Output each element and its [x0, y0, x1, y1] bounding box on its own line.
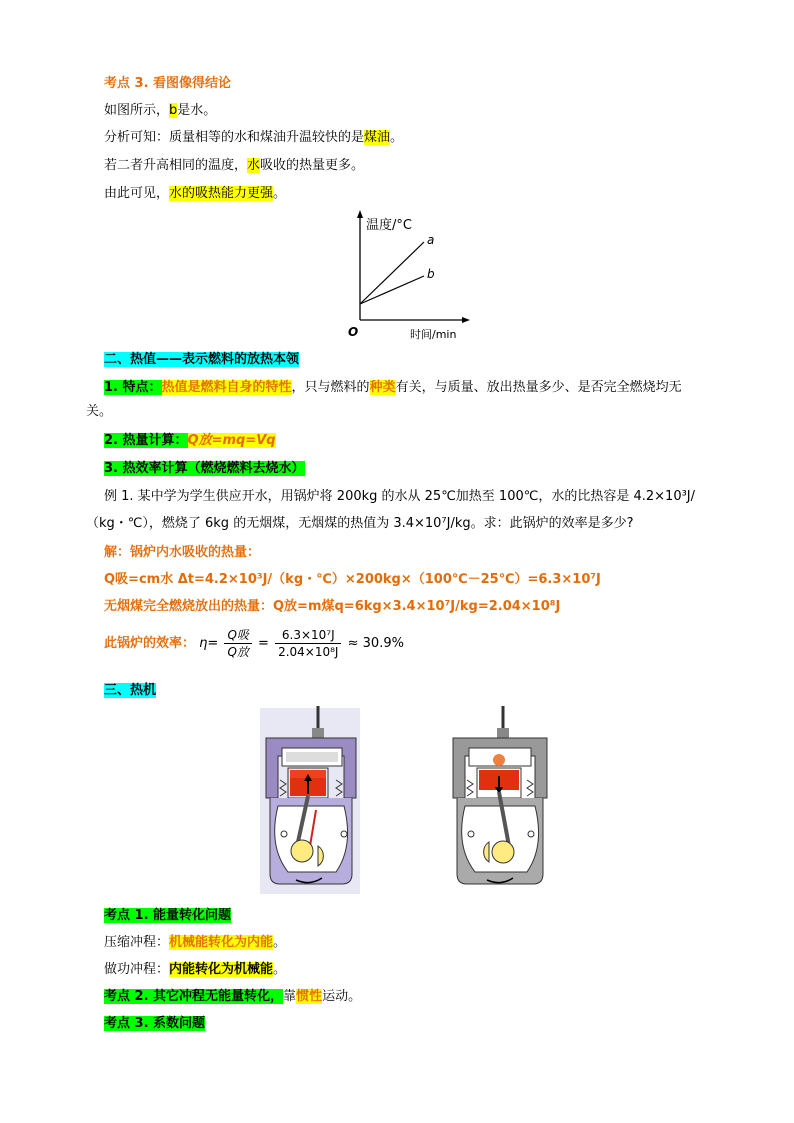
fraction-values: $\frac{\text{6.3×10⁷J}}{\text{2.04×10⁸J}}$ — [275, 627, 341, 660]
highlight-kerosene: 煤油 — [364, 130, 391, 145]
solution-line-1: Q吸=cm水 Δt=4.2×10³J/（kg・℃）×200kg×（100℃－25℃）=6.3×10⁷J — [104, 572, 601, 587]
y-axis-arrow — [357, 210, 363, 218]
section-title-kp3: 考点 3. 看图像得结论 — [104, 76, 232, 91]
kp1-line-2: 做功冲程：内能转化为机械能。 — [104, 962, 287, 977]
power-stroke-diagram — [447, 706, 553, 896]
kp1-line-1: 压缩冲程：机械能转化为内能。 — [104, 935, 287, 950]
fraction-q: $\frac{\text{Q吸}}{\text{Q放}}$ — [224, 627, 251, 660]
item-3-line: 3. 热效率计算（燃烧燃料去烧水） — [104, 461, 305, 476]
x-axis-label: 时间/min — [410, 328, 457, 341]
kp2-line: 考点 2. 其它冲程无能量转化，靠惯性运动。 — [104, 989, 362, 1004]
kp3-line-2: 分析可知：质量相等的水和煤油升温较快的是煤油。 — [104, 130, 404, 145]
y-axis-label: 温度/°C — [366, 218, 412, 233]
highlight-conclusion: 水的吸热能力更强 — [169, 186, 274, 201]
kp3-line-4: 由此可见，水的吸热能力更强。 — [104, 186, 287, 201]
temperature-time-graph — [340, 208, 480, 342]
kp1-title: 考点 1. 能量转化问题 — [104, 908, 232, 923]
item-1-line: 1. 特点：热值是燃料自身的特性，只与燃料的种类有关，与质量、放出热量多少、是否完全燃烧均无 — [104, 380, 682, 395]
compression-stroke-diagram — [258, 706, 364, 896]
kp3b-title: 考点 3. 系数问题 — [104, 1016, 206, 1031]
x-axis-arrow — [462, 317, 470, 323]
crankshaft — [291, 840, 313, 862]
spark-icon — [493, 754, 505, 766]
line-b — [360, 276, 424, 304]
solution-line-2: 无烟煤完全燃烧放出的热量：Q放=m煤q=6kg×3.4×10⁷J/kg=2.04×10⁸J — [104, 599, 561, 614]
item-1-cont: 关。 — [86, 404, 113, 419]
label-b: b — [427, 267, 435, 281]
item-2-line: 2. 热量计算：Q放=mq=Vq — [104, 433, 276, 448]
kp3-line-1: 如图所示，b是水。 — [104, 103, 217, 118]
highlight-water: 水 — [247, 158, 261, 173]
spring-icon — [467, 780, 473, 796]
example-line-2: （kg・℃），燃烧了 6kg 的无烟煤，无烟煤的热值为 3.4×10⁷J/kg。求：此锅炉的效率是多少? — [86, 516, 634, 531]
efficiency-line: 此锅炉的效率： η= $\frac{\text{Q吸}}{\text{Q放}}$ = $\frac{\text{6.3×10⁷J}}{\text{2.04×10⁸J}}$ ≈ 30.9% — [104, 628, 404, 659]
section-3-title: 三、热机 — [104, 683, 157, 698]
origin-label: O — [348, 325, 359, 339]
highlight-b: b — [169, 103, 178, 118]
section-2-title: 二、热值——表示燃料的放热本领 — [104, 352, 300, 367]
solution-label: 解：锅炉内水吸收的热量： — [104, 545, 261, 560]
example-line-1: 例 1. 某中学为学生供应开水，用锅炉将 200kg 的水从 25℃加热至 100℃，水的比热容是 4.2×10³J/ — [104, 489, 696, 504]
kp3-line-3: 若二者升高相同的温度，水吸收的热量更多。 — [104, 158, 365, 173]
line-a — [360, 242, 424, 304]
crankshaft — [492, 841, 514, 863]
label-a: a — [427, 233, 435, 247]
